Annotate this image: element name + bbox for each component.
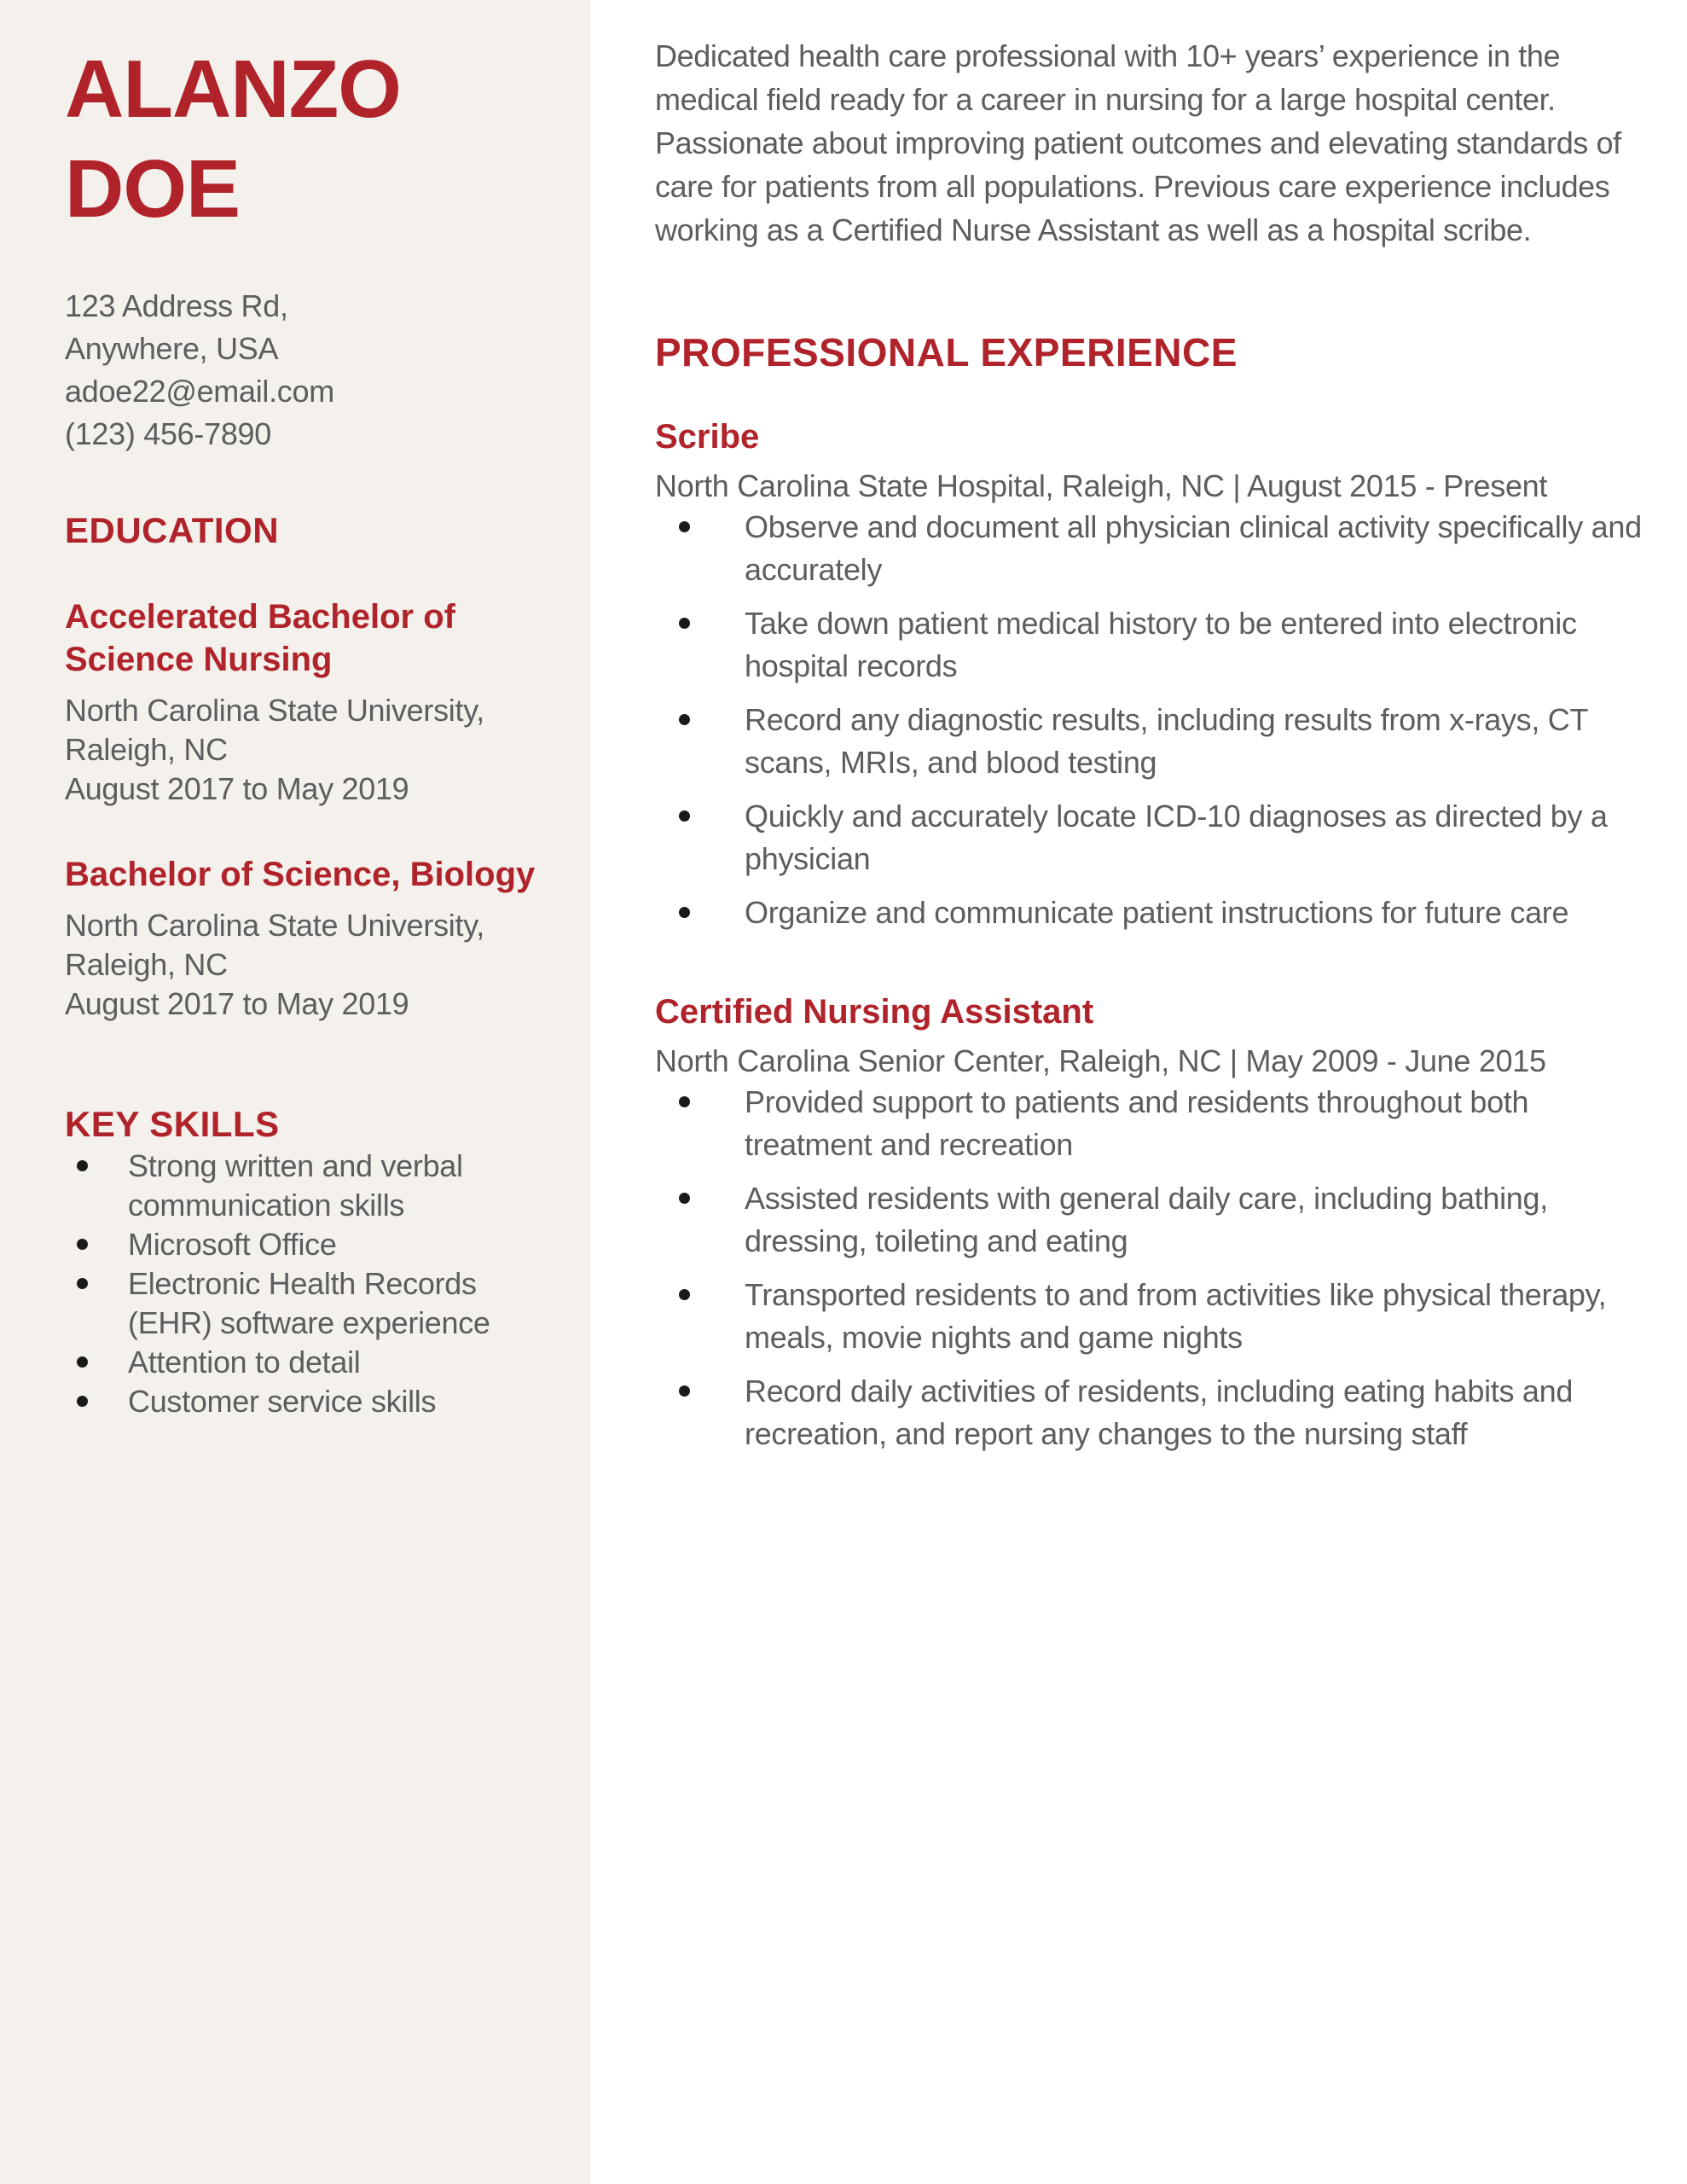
candidate-name [65, 39, 546, 239]
skill-item [65, 1382, 546, 1421]
skill-text: Attention to detail [128, 1345, 361, 1380]
job-bullet-text: Organize and communicate patient instructions for future care [745, 895, 1569, 930]
skill-item [65, 1147, 546, 1225]
bullet-icon [679, 1289, 690, 1300]
experience-heading: PROFESSIONAL EXPERIENCE [655, 330, 1238, 375]
bullet-icon [77, 1239, 88, 1250]
job-entry-cna [655, 990, 1651, 1455]
bullet-icon [679, 1385, 690, 1397]
email-text: adoe22@email.com [65, 374, 334, 409]
job-bullet [655, 892, 1651, 934]
job-bullet [655, 1370, 1651, 1455]
job-bullet-text: Record daily activities of residents, including eating habits and recreation, and report any changes to the nursing staff [745, 1374, 1574, 1451]
candidate-last-name: DOE [65, 143, 241, 235]
job-bullet [655, 1177, 1651, 1263]
bullet-icon [679, 714, 690, 725]
job-title: Certified Nursing Assistant [655, 993, 1094, 1031]
bullet-icon [679, 1096, 690, 1107]
skill-item [65, 1264, 546, 1343]
address-line-2: Anywhere, USA [65, 331, 279, 366]
skill-text: Strong written and verbal communication skills [128, 1148, 463, 1223]
education-dates: August 2017 to May 2019 [65, 771, 409, 806]
phone-text: (123) 456-7890 [65, 416, 271, 451]
candidate-first-name: ALANZO [65, 44, 401, 135]
bullet-icon [77, 1278, 88, 1289]
school-name: North Carolina State University, Raleigh, NC [65, 693, 484, 767]
bullet-icon [679, 521, 690, 532]
bullet-icon [77, 1160, 88, 1171]
contact-block [65, 285, 546, 456]
job-bullet-text: Record any diagnostic results, including results from x-rays, CT scans, MRIs, and blood testing [745, 702, 1588, 780]
bullet-icon [77, 1396, 88, 1407]
bullet-icon [679, 810, 690, 822]
key-skills-list [65, 1147, 546, 1421]
skill-text: Electronic Health Records (EHR) software experience [128, 1266, 490, 1340]
school-name: North Carolina State University, Raleigh, NC [65, 908, 484, 982]
degree-title: Bachelor of Science, Biology [65, 856, 536, 893]
main-column [590, 0, 1687, 2184]
education-entry [65, 595, 546, 809]
sidebar [0, 0, 590, 2184]
skill-text: Microsoft Office [128, 1227, 337, 1262]
job-meta: North Carolina Senior Center, Raleigh, NC | May 2009 - June 2015 [655, 1043, 1546, 1078]
summary-paragraph: Dedicated health care professional with 10+ years’ experience in the medical field ready for a career in nursing for a large hospital center. Passionate about improving patient outcomes and elevating standards of care for patients from all populations. Previous care experience includes working as a Certified Nurse Assistant as well as a hospital scribe. [655, 38, 1621, 247]
job-bullet-list [655, 506, 1651, 934]
job-bullet [655, 1081, 1651, 1166]
job-bullet-text: Take down patient medical history to be entered into electronic hospital records [745, 606, 1577, 683]
job-bullet-text: Provided support to patients and residents throughout both treatment and recreation [745, 1084, 1529, 1162]
job-entry-scribe [655, 415, 1651, 934]
job-bullet-list [655, 1081, 1651, 1455]
key-skills-heading: KEY SKILLS [65, 1104, 280, 1144]
job-bullet [655, 1274, 1651, 1359]
bullet-icon [679, 907, 690, 918]
skill-item [65, 1343, 546, 1382]
skill-item [65, 1225, 546, 1264]
job-title: Scribe [655, 418, 760, 456]
job-bullet [655, 699, 1651, 784]
bullet-icon [679, 618, 690, 629]
education-heading: EDUCATION [65, 510, 280, 550]
degree-title: Accelerated Bachelor of Science Nursing [65, 598, 455, 678]
job-bullet [655, 602, 1651, 688]
job-bullet-text: Transported residents to and from activities like physical therapy, meals, movie nights and game nights [745, 1277, 1607, 1355]
bullet-icon [679, 1193, 690, 1204]
skill-text: Customer service skills [128, 1384, 437, 1419]
education-entry [65, 853, 546, 1024]
job-bullet-text: Assisted residents with general daily care, including bathing, dressing, toileting and eating [745, 1181, 1548, 1258]
job-bullet-text: Observe and document all physician clinical activity specifically and accurately [745, 509, 1642, 587]
job-meta: North Carolina State Hospital, Raleigh, NC | August 2015 - Present [655, 468, 1548, 503]
education-dates: August 2017 to May 2019 [65, 986, 409, 1021]
job-bullet [655, 795, 1651, 880]
job-bullet [655, 506, 1651, 591]
job-bullet-text: Quickly and accurately locate ICD-10 diagnoses as directed by a physician [745, 799, 1608, 876]
bullet-icon [77, 1356, 88, 1368]
address-line-1: 123 Address Rd, [65, 288, 288, 323]
